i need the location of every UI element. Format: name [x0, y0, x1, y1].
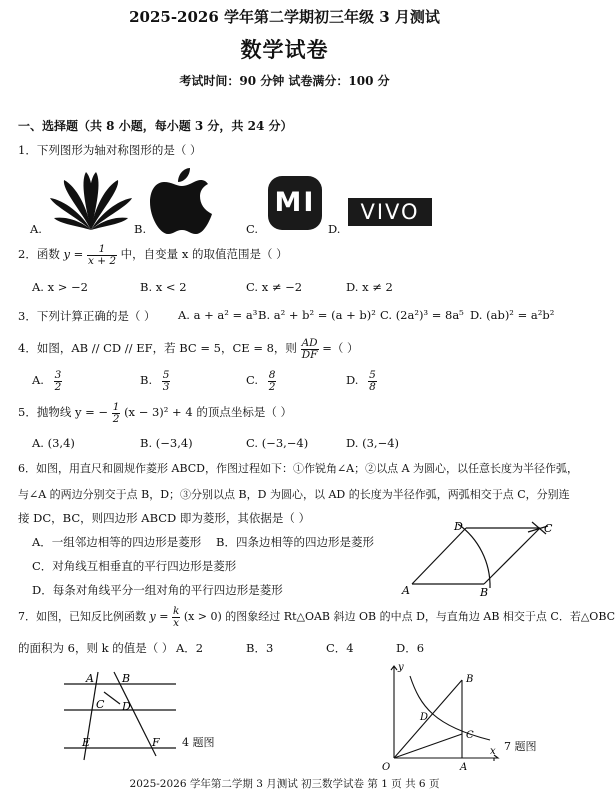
- label-a: A: [460, 762, 468, 773]
- mi-logo-icon: [268, 176, 322, 230]
- q3-stem: 3．下列计算正确的是（ ）: [18, 309, 156, 323]
- q4-num: AD: [301, 337, 318, 349]
- q7-den: x: [173, 616, 180, 629]
- q2-num: 1: [87, 244, 117, 256]
- q1-stem: 1．下列图形为轴对称图形的是（ ）: [18, 143, 202, 157]
- q3-option-b: B. a² + b² = (a + b)²: [258, 308, 376, 322]
- q4-option-c-frac: [268, 370, 277, 392]
- subject-title: 数学试卷: [240, 37, 329, 62]
- q5-option-a: A. (3,4): [32, 436, 75, 450]
- fig7-caption: 7 题图: [504, 740, 537, 753]
- q4-option-d-frac: [368, 370, 377, 392]
- q2-pre: 2．函数: [18, 247, 60, 261]
- q2-option-b: B. x < 2: [140, 280, 187, 294]
- q4-a-num: 3: [54, 369, 62, 381]
- label-c: C: [466, 730, 474, 741]
- q4-option-d: [346, 370, 377, 392]
- label-x: x: [490, 746, 496, 757]
- q4-b-den: 3: [162, 380, 170, 393]
- q4-option-b-frac: [162, 370, 171, 392]
- q4-b-num: 5: [162, 369, 170, 381]
- label-d: D: [122, 700, 131, 713]
- q4-post: =（ ）: [322, 341, 359, 355]
- q2-den: x + 2: [87, 254, 117, 267]
- q5-fraction: [112, 402, 121, 424]
- q4-stem: [18, 338, 359, 360]
- q6-rhombus-figure: [400, 518, 560, 598]
- q3-option-a: A. a + a² = a³: [178, 308, 258, 322]
- q6-option-c: C．对角线互相垂直的平行四边形是菱形: [32, 559, 237, 573]
- fig4-parallel-lines: [60, 664, 180, 768]
- q4-label-b: B.: [140, 373, 153, 387]
- q2-option-c: C. x ≠ −2: [246, 280, 303, 294]
- label-a: A: [86, 672, 94, 685]
- q5-den: 2: [112, 412, 120, 425]
- vivo-logo-text: VIVO: [360, 200, 420, 224]
- exam-title: 2025-2026 学年第二学期初三年级 3 月测试: [129, 8, 440, 26]
- label-y: y: [398, 662, 404, 673]
- q7-line2: 的面积为 6，则 k 的值是（ ）: [18, 641, 174, 655]
- q2-y-eq: y =: [63, 247, 84, 261]
- vivo-logo-icon: [348, 198, 432, 226]
- q5-stem: [18, 402, 292, 424]
- q5-pre: 5．抛物线 y = −: [18, 405, 109, 419]
- q2-stem: [18, 244, 288, 266]
- q2-option-d: D. x ≠ 2: [346, 280, 393, 294]
- q4-d-num: 5: [369, 369, 376, 381]
- q4-option-c: [246, 370, 276, 392]
- q4-label-c: C.: [246, 373, 259, 387]
- crossing-1: [104, 692, 120, 704]
- q6-option-d: D．每条对角线平分一组对角的平行四边形是菱形: [32, 583, 283, 597]
- label-d: D: [454, 520, 463, 533]
- fig4-caption: 4 题图: [182, 736, 215, 749]
- label-d: D: [420, 712, 429, 723]
- q2-post: 中，自变量 x 的取值范围是（ ）: [120, 247, 288, 261]
- q7-option-b: B．3: [246, 641, 274, 655]
- q3-option-d: D. (ab)² = a²b²: [470, 308, 555, 322]
- q7-option-c: C．4: [326, 641, 354, 655]
- q7-pre: 7．如图，已知反比例函数: [18, 610, 146, 623]
- hyperbola-curve: [410, 676, 490, 740]
- label-c: C: [96, 698, 105, 711]
- q6-option-a: A．一组邻边相等的四边形是菱形: [32, 535, 202, 549]
- label-o: O: [382, 762, 391, 773]
- section-heading: 一、选择题（共 8 小题，每小题 3 分，共 24 分）: [18, 119, 293, 133]
- q6-line3: 接 DC，BC，则四边形 ABCD 即为菱形，其依据是（ ）: [18, 511, 311, 525]
- label-a: A: [402, 584, 410, 597]
- q4-pre: 4．如图，AB // CD // EF，若 BC = 5，CE = 8，则: [18, 341, 297, 355]
- q5-option-c: C. (−3,−4): [246, 436, 309, 450]
- q7-y-eq: y =: [149, 610, 169, 623]
- q4-c-den: 2: [268, 380, 276, 393]
- q4-d-den: 8: [369, 380, 376, 393]
- q6-line2: 与∠A 的两边分别交于点 B，D；③分别以点 B，D 为圆心，以 AD 的长度为半径作弧，两弧相交于点 C，分别连: [18, 488, 570, 501]
- label-b: B: [480, 586, 489, 599]
- q4-label-a: A.: [32, 373, 44, 387]
- label-c: C: [544, 522, 553, 535]
- q5-option-d: D. (3,−4): [346, 436, 400, 450]
- q7-option-d: D．6: [396, 641, 425, 655]
- q2-option-a: A. x > −2: [32, 280, 89, 294]
- exam-info: 考试时间：90 分钟 试卷满分：100 分: [179, 74, 390, 88]
- side-ad: [412, 528, 466, 584]
- q3-option-c: C. (2a²)³ = 8a⁵: [380, 308, 464, 322]
- q1-label-c: C.: [246, 222, 259, 236]
- q7-stem: [18, 606, 615, 628]
- label-b: B: [122, 672, 131, 685]
- q4-label-d: D.: [346, 373, 359, 387]
- mi-logo-text: MI: [274, 187, 316, 218]
- label-b: B: [466, 674, 474, 685]
- q2-fraction: [87, 244, 117, 266]
- q6-option-b: B．四条边相等的四边形是菱形: [216, 535, 374, 549]
- label-f: F: [152, 736, 160, 749]
- q4-den: DF: [301, 348, 318, 361]
- q7-num: k: [172, 605, 180, 617]
- q5-option-b: B. (−3,4): [140, 436, 193, 450]
- q4-fraction: [301, 338, 319, 360]
- arc-from-a: [458, 524, 490, 588]
- q7-fraction: [172, 606, 180, 628]
- q4-option-a: [32, 370, 62, 392]
- page-footer: 2025-2026 学年第二学期 3 月测试 初三数学试卷 第 1 页 共 6 页: [129, 778, 440, 790]
- q1-label-a: A.: [30, 222, 42, 236]
- fig7-coordinate-figure: [380, 662, 504, 774]
- q4-option-b: [140, 370, 170, 392]
- side-bc: [484, 528, 540, 584]
- q1-label-b: B.: [134, 222, 147, 236]
- q4-a-den: 2: [54, 380, 62, 393]
- q5-post: (x − 3)² + 4 的顶点坐标是（ ）: [124, 405, 292, 419]
- apple-logo-icon: [150, 164, 214, 236]
- q4-option-a-frac: [54, 370, 63, 392]
- q4-c-num: 8: [268, 369, 276, 381]
- q5-num: 1: [112, 401, 120, 413]
- huawei-logo-icon: [48, 170, 134, 232]
- q1-label-d: D.: [328, 222, 341, 236]
- q7-option-a: A．2: [176, 641, 204, 655]
- q6-line1: 6．如图，用直尺和圆规作菱形 ABCD，作图过程如下：①作锐角∠A；②以点 A 为圆心，以任意长度为半径作弧，: [18, 462, 579, 475]
- label-e: E: [82, 736, 91, 749]
- q7-post: (x > 0) 的图象经过 Rt△OAB 斜边 OB 的中点 D，与直角边 AB 相交于点 C．若△OBC: [183, 610, 615, 623]
